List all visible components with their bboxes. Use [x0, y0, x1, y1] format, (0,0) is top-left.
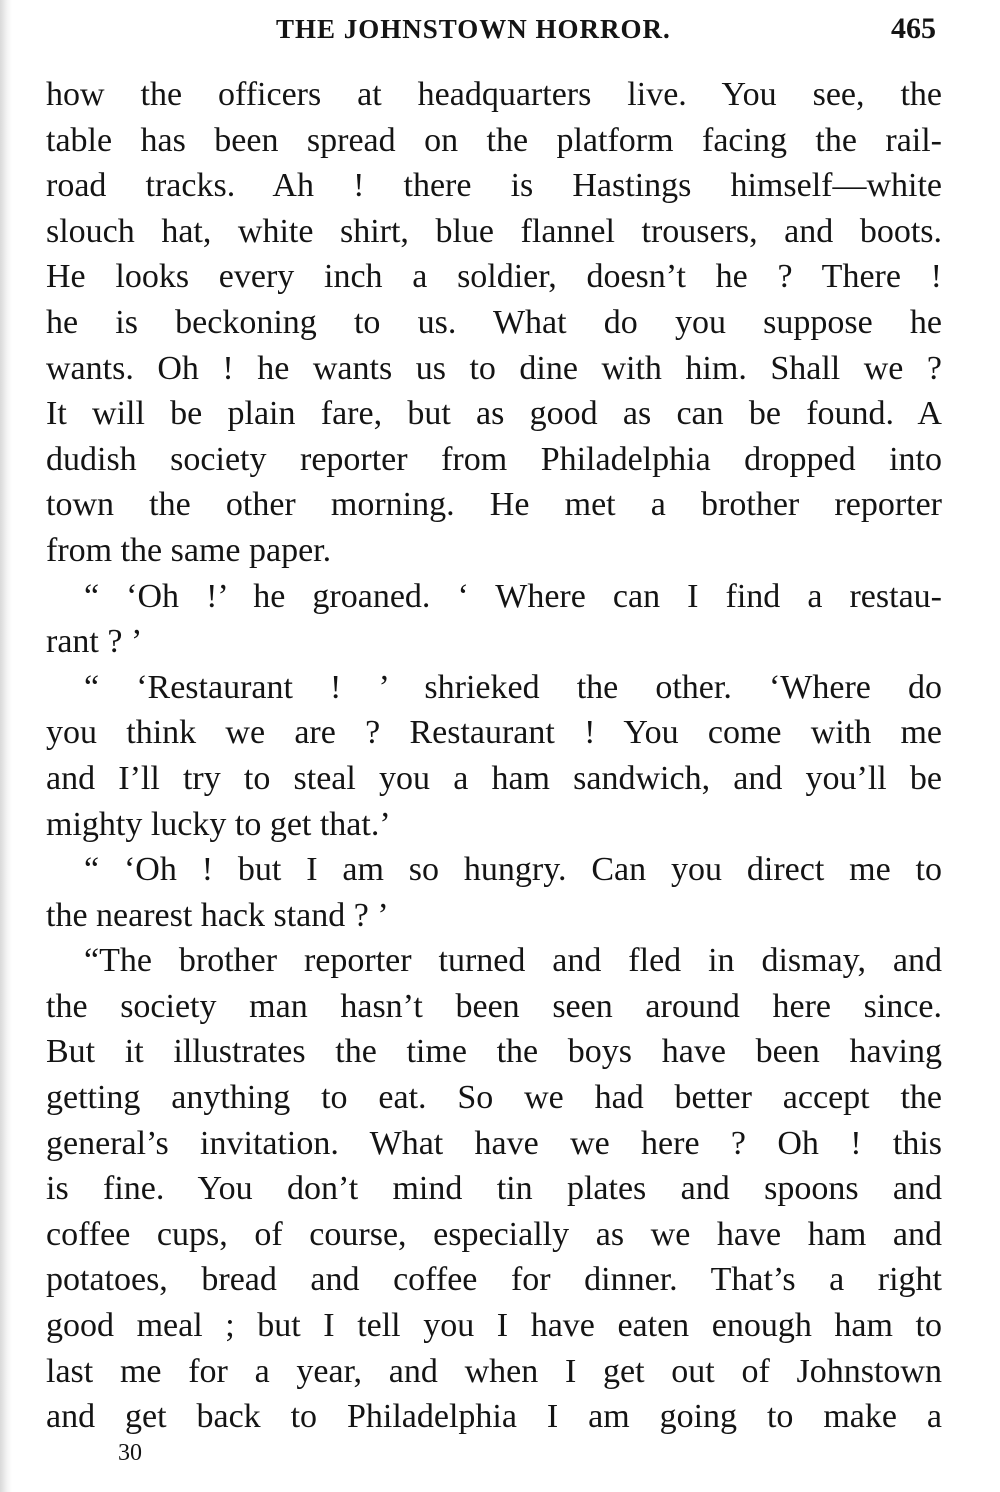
signature-mark: 30: [118, 1440, 142, 1466]
page-number: 465: [891, 12, 936, 45]
text-line: and get back to Philadelphia I am going to make a: [46, 1398, 942, 1436]
text-line: potatoes, bread and coffee for dinner. That’s a right: [46, 1261, 942, 1299]
text-line: “ ‘Restaurant ! ’ shrieked the other. ‘Where do: [84, 668, 942, 706]
text-line: But it illustrates the time the boys have been having: [46, 1033, 942, 1071]
text-line: from the same paper.: [46, 531, 332, 569]
text-line: you think we are ? Restaurant ! You come with me: [46, 714, 942, 752]
text-line: “The brother reporter turned and fled in dismay, and: [84, 942, 942, 980]
text-line: general’s invitation. What have we here ? Oh ! this: [46, 1124, 942, 1162]
text-line: “ ‘Oh ! but I am so hungry. Can you direct me to: [84, 851, 942, 889]
running-title: THE JOHNSTOWN HORROR.: [276, 14, 671, 44]
text-line: last me for a year, and when I get out of Johnstown: [46, 1352, 942, 1390]
text-line: and I’ll try to steal you a ham sandwich, and you’ll be: [46, 759, 942, 797]
text-line: how the officers at headquarters live. You see, the: [46, 76, 942, 113]
text-line: getting anything to eat. So we had better accept the: [46, 1079, 942, 1117]
text-line: town the other morning. He met a brother reporter: [46, 486, 942, 524]
text-line: He looks every inch a soldier, doesn’t he ? There !: [46, 258, 942, 296]
text-line: wants. Oh ! he wants us to dine with him. Shall we ?: [46, 349, 942, 387]
text-line: he is beckoning to us. What do you suppose he: [46, 303, 942, 341]
text-line: table has been spread on the platform facing the rail-: [46, 121, 942, 159]
page-gutter-shadow: [0, 0, 12, 1492]
running-head: [0, 8, 1000, 48]
text-line: mighty lucky to get that.’: [46, 805, 391, 843]
text-line: the society man hasn’t been seen around here since.: [46, 987, 942, 1025]
text-line: dudish society reporter from Philadelphia dropped into: [46, 440, 942, 478]
text-line: is fine. You don’t mind tin plates and spoons and: [46, 1170, 942, 1208]
text-line: coffee cups, of course, especially as we have ham and: [46, 1215, 942, 1253]
body-text: [46, 72, 942, 1440]
text-line: good meal ; but I tell you I have eaten enough ham to: [46, 1307, 942, 1345]
text-line: rant ? ’: [46, 623, 143, 661]
text-line: “ ‘Oh !’ he groaned. ‘ Where can I find a restau-: [84, 577, 942, 615]
text-line: road tracks. Ah ! there is Hastings himself—white: [46, 167, 942, 205]
text-line: It will be plain fare, but as good as can be found. A: [46, 395, 942, 433]
text-line: the nearest hack stand ? ’: [46, 896, 389, 934]
text-line: slouch hat, white shirt, blue flannel trousers, and boots.: [46, 212, 942, 250]
